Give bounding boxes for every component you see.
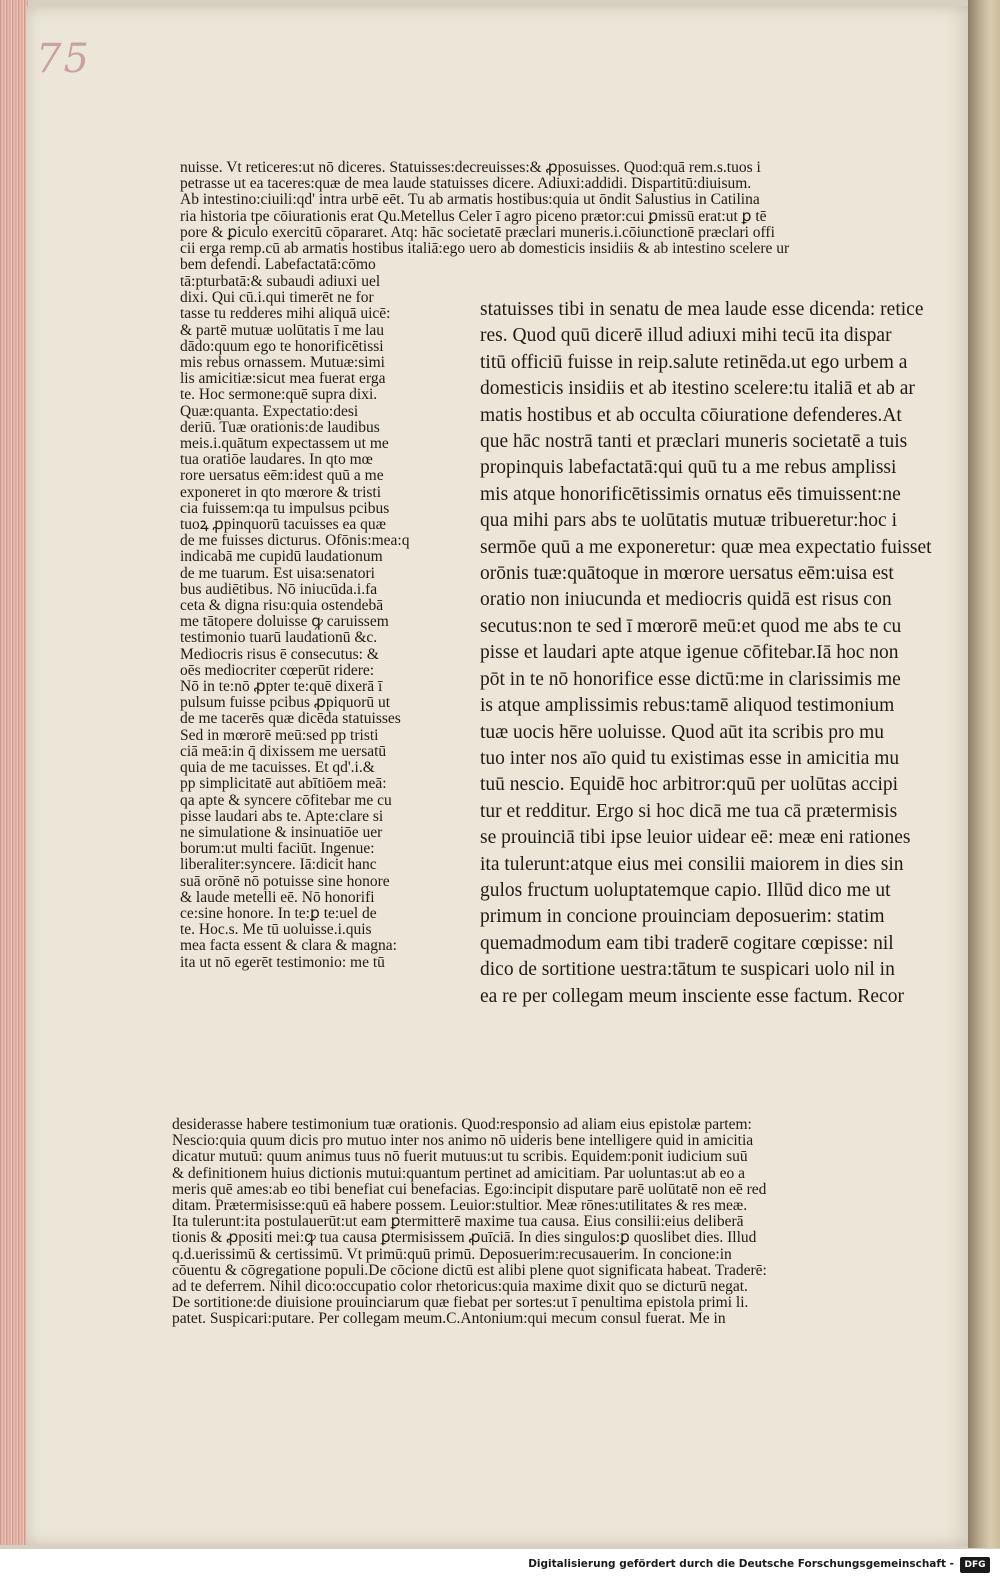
text-line: & definitionem huius dictionis mutui:quantum pertinet ad amicitiam. Par uoluntas:ut ab eo a — [172, 1164, 745, 1182]
text-line: qa apte & syncere cōfitebar me cu — [180, 791, 392, 809]
page-edge-stack — [0, 0, 28, 1545]
text-line: lis amicitiæ:sicut mea fuerat erga — [180, 370, 386, 388]
text-line: tua oratiōe laudares. In qto mœ — [180, 451, 373, 469]
text-line: tasse tu redderes mihi aliquā uicē: — [180, 305, 391, 323]
text-line: patet. Suspicari:putare. Per collegam meum.C.Antonium:qui mecum consul fuerat. Me in — [172, 1310, 726, 1328]
text-line: petrasse ut ea taceres:quæ de mea laude statuisses dicere. Adiuxi:addidi. Dispartitū:diuisum. — [180, 175, 752, 193]
text-line: tuoꝝ ꝓpinquorū tacuisses ea quæ — [180, 516, 386, 534]
funding-credit: Digitalisierung gefördert durch die Deutsche Forschungsgemeinschaft - — [528, 1558, 954, 1570]
text-line: meis.i.quātum expectassem ut me — [180, 435, 389, 453]
text-line: suā orōnē nō potuisse sine honore — [180, 872, 390, 890]
text-line: tionis & ꝓpositi mei:ꝙ tua causa ꝑtermisissem ꝓuīciā. In dies singulos:ꝑ quoslibet dies. Illud — [172, 1229, 757, 1247]
text-line: quemadmodum eam tibi traderē cogitare cœpisse: nil — [480, 932, 894, 954]
text-line: cii erga remp.cū ab armatis hostibus italiā:ego uero ab domesticis insidiis & ab intestino scelere ur — [180, 240, 790, 258]
text-line: ne simulatione & insinuatiōe uer — [180, 823, 383, 841]
text-line: tuo inter nos aīo quid tu existimas esse in amicitia mu — [480, 747, 900, 769]
text-line: bus audiētibus. Nō iniucūda.i.fa — [180, 580, 378, 598]
text-line: tuæ uocis hēre uoluisse. Quod aūt ita scribis pro mu — [480, 721, 885, 743]
text-line: se prouinciā tibi ipse leuior uidear eē: meæ eni rationes — [480, 827, 911, 849]
text-line: secutus:non te sed ī mœrorē meū:et quod me abs te cu — [480, 615, 902, 637]
text-line: te. Hoc.s. Me tū uoluisse.i.quis — [180, 921, 372, 939]
text-line: q.d.uerissimū & certissimū. Vt primū:quū primū. Deposuerim:recusauerim. In concione:in — [172, 1245, 732, 1263]
text-line: Mediocris risus ē consecutus: & — [180, 645, 379, 663]
text-line: oratio non iniucunda et mediocris quidā est risus con — [480, 589, 892, 611]
text-line: ita tulerunt:atque eius mei consilii maiorem in dies sin — [480, 853, 904, 875]
text-line: tuū nescio. Equidē hoc arbitror:quū per uolūtas accipi — [480, 774, 899, 796]
text-line: exponeret in qto mœrore & tristi — [180, 483, 382, 501]
text-line: pisse et laudari apte atque igenue cōfitebar.Iā hoc non — [480, 642, 899, 664]
text-line: Nescio:quia quum dicis pro mutuo inter nos animo nō uideris bene intelligere quid in amicitia — [172, 1132, 754, 1150]
text-line: rore uersatus eēm:idest quū a me — [180, 467, 384, 485]
text-line: titū officiū fuisse in reip.salute retinēda.ut ego urbem a — [480, 351, 908, 373]
text-line: propinquis labefactatā:qui quū tu a me rebus amplissi — [480, 457, 897, 479]
text-line: statuisses tibi in senatu de mea laude esse dicenda: retice — [480, 299, 924, 320]
footer-bar — [0, 1549, 1000, 1583]
text-line: de me tuarum. Est uisa:senatori — [180, 564, 375, 582]
commentary-bottom — [172, 1117, 952, 1328]
text-line: pp simplicitatē aut abītiōem meā: — [180, 775, 387, 793]
text-line: primum in concione prouinciam deposuerim: statim — [480, 906, 885, 928]
folio-number: 75 — [36, 36, 91, 82]
text-line: Ita tulerunt:ita postulauerūt:ut eam ꝑtermitterē maxime tua causa. Eius consilii:eius deliberā — [172, 1213, 744, 1231]
text-line: dādo:quum ego te honorificētissi — [180, 337, 384, 355]
text-line: cia fuissem:qa tu impulsus pcibus — [180, 499, 390, 517]
text-line: mis atque honorificētissimis ornatus eēs timuissent:ne — [480, 483, 901, 505]
text-line: Quæ:quanta. Expectatio:desi — [180, 402, 359, 420]
text-line: dixi. Qui cū.i.qui timerēt ne for — [180, 289, 374, 307]
text-line: ea re per collegam meum insciente esse factum. Recor — [480, 985, 904, 1007]
text-line: que hāc nostrā tanti et præclari muneris societatē a tuis — [480, 431, 908, 453]
dfg-logo-icon: DFG — [960, 1557, 990, 1573]
text-line: ceta & digna risu:quia ostendebā — [180, 597, 384, 615]
commentary-left-column — [180, 274, 458, 971]
text-line: De sortitione:de diuisione prouinciarum quæ fiebat per sortes:ut ī penultima epistola primi li. — [172, 1294, 749, 1312]
text-line: qua mihi pars abs te uolūtatis mutuæ tribueretur:hoc i — [480, 510, 898, 532]
text-line: dico de sortitione uestra:tātum te suspicari uolo nil in — [480, 959, 895, 981]
text-line: gulos fructum uoluptatemque capio. Illūd dico me ut — [480, 879, 891, 901]
text-line: ita ut nō egerēt testimonio: me tū — [180, 953, 385, 971]
text-line: pisse laudari abs te. Apte:clare si — [180, 807, 384, 825]
text-line: quia de me tacuisses. Et qd'.i.& — [180, 759, 375, 777]
text-line: domesticis insidiis et ab itestino scelere:tu italiā et ab ar — [480, 378, 915, 400]
text-line: mis rebus ornassem. Mutuæ:simi — [180, 354, 385, 372]
text-line: te. Hoc sermone:quē supra dixi. — [180, 386, 378, 404]
text-line: Ab intestino:ciuili:qd' intra urbē eēt. Tu ab armatis hostibus:quia ut ōndit Salustius in Catilina — [180, 191, 760, 209]
text-line: & partē mutuæ uolūtatis ī me lau — [180, 321, 385, 339]
main-text-block — [480, 297, 955, 1010]
text-line: dicatur mutuū: quum animus tuus nō fuerit mutuus:ut tu scribis. Equidem:ponit iudicium suū — [172, 1148, 748, 1166]
text-line: de me tacerēs quæ dicēda statuisses — [180, 710, 401, 728]
text-line: ad te deferrem. Nihil dico:occupatio color rhetoricus:quia maxime dixit quo se dicturū negat. — [172, 1278, 748, 1296]
text-line: mea facta essent & clara & magna: — [180, 937, 397, 955]
text-line: Nō in te:nō ꝓpter te:quē dixerā ī — [180, 678, 383, 696]
text-line: pulsum fuisse pcibus ꝓpiquorū ut — [180, 694, 391, 712]
text-line: is atque amplissimis rebus:tamē aliquod testimonium — [480, 695, 895, 717]
text-line: res. Quod quū dicerē illud adiuxi mihi tecū ita dispar — [480, 325, 892, 347]
text-line: meris quē ames:ab eo tibi benefiat cui benefacias. Ego:incipit disputare parē uolūtatē non eē red — [172, 1180, 767, 1198]
text-line: borum:ut multi faciūt. Ingenue: — [180, 840, 375, 858]
text-line: pore & ꝑiculo exercitū cōpararet. Atq: hāc societatē præclari muneris.i.cōiunctionē præclari offi — [180, 223, 775, 241]
text-line: de me fuisses dicturus. Ofōnis:mea:q — [180, 532, 410, 550]
text-line: indicabā me cupidū laudationum — [180, 548, 383, 566]
book-gutter — [968, 0, 1000, 1548]
text-line: cōuentu & cōgregatione populi.De cōcione dictū est alibi plene quot significata habeat. Traderē: — [172, 1261, 767, 1279]
text-line: pōt in te nō honorifice esse dictū:me in clarissimis me — [480, 668, 901, 690]
text-line: oēs mediocriter cœperūt ridere: — [180, 661, 375, 679]
text-line: liberaliter:syncere. Iā:dicit hanc — [180, 856, 377, 874]
text-line: tur et redditur. Ergo si hoc dicā me tua cā prætermisis — [480, 800, 898, 822]
text-line: sermōe quū a me exponeretur: quæ mea expectatio fuisset — [480, 536, 932, 558]
text-line: & laude metelli eē. Nō honorifi — [180, 888, 375, 906]
text-line: matis hostibus et ab occulta cōiuratione defenderes.At — [480, 404, 902, 426]
text-line: me tātopere doluisse ꝙ caruissem — [180, 613, 389, 631]
text-line: deriū. Tuæ orationis:de laudibus — [180, 418, 380, 436]
text-line: orōnis tuæ:quātoque in mœrore uersatus eēm:uisa est — [480, 563, 894, 585]
text-line: ciā meā:in q̄ dixissem me uersatū — [180, 742, 387, 760]
text-line: nuisse. Vt reticeres:ut nō diceres. Statuisses:decreuisses:& ꝓposuisses. Quod:quā rem.s.tuos i — [180, 160, 761, 176]
text-line: ditam. Prætermisisse:quū eā habere possem. Leuior:stultior. Meæ rōnes:utilitates & res meæ. — [172, 1197, 748, 1215]
text-line: bem defendi. Labefactatā:cōmo — [180, 256, 376, 274]
text-line: tā:pturbatā:& subaudi adiuxi uel — [180, 274, 381, 290]
commentary-top — [180, 160, 952, 273]
text-line: ria historia tpe cōiurationis erat Qu.Metellus Celer ī agro piceno prætor:cui ꝑmissū erat:ut ꝑ tē — [180, 207, 767, 225]
text-line: testimonio tuarū laudationū &c. — [180, 629, 378, 647]
text-line: ce:sine honore. In te:ꝑ te:uel de — [180, 904, 377, 922]
text-line: Sed in mœrorē meū:sed pp tristi — [180, 726, 379, 744]
text-line: desiderasse habere testimonium tuæ orationis. Quod:responsio ad aliam eius epistolæ partem: — [172, 1117, 752, 1133]
